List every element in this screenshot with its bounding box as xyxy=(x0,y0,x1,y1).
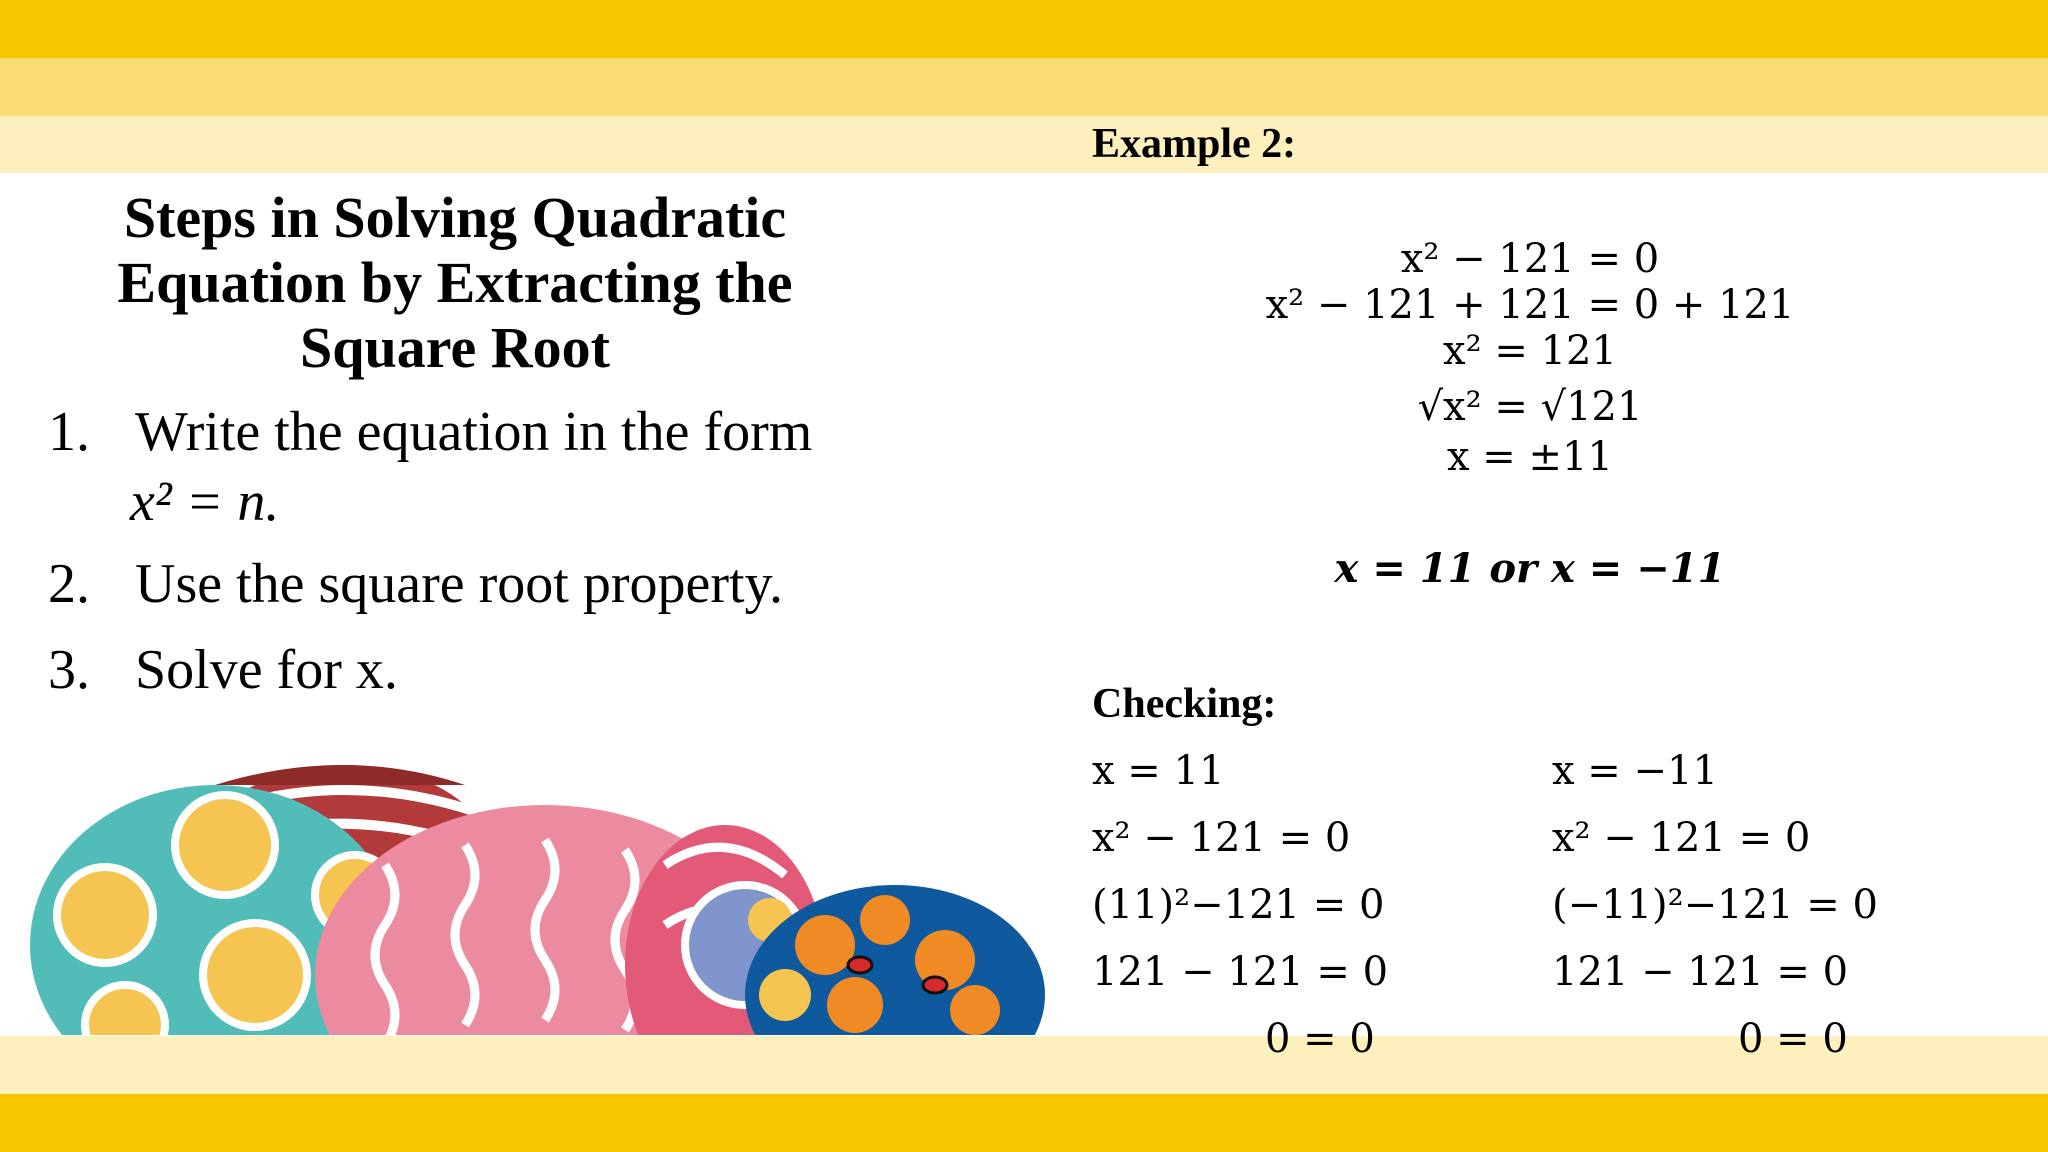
step-3-number: 3. xyxy=(48,639,90,701)
check-right-line-1: x = −11 xyxy=(1552,748,1718,794)
equation-line-3: x² = 121 xyxy=(1443,328,1617,374)
check-left-line-1: x = 11 xyxy=(1092,748,1225,794)
step-2-number: 2. xyxy=(48,553,90,615)
equation-line-5: x = ±11 xyxy=(1447,434,1613,480)
example-title: Example 2: xyxy=(1092,121,1297,167)
checking-title: Checking: xyxy=(1092,681,1277,727)
equation-line-2: x² − 121 + 121 = 0 + 121 xyxy=(1265,282,1795,328)
check-right-line-3: (−11)²−121 = 0 xyxy=(1552,882,1878,928)
step-3-text: Solve for x. xyxy=(135,639,398,701)
steps-title: Steps in Solving Quadratic Equation by Extracting the Square Root xyxy=(117,185,793,380)
easter-eggs-illustration xyxy=(25,745,1050,1035)
bottom-band-dark xyxy=(0,1094,2048,1152)
equation-line-1: x² − 121 = 0 xyxy=(1400,236,1660,282)
check-left-line-5: 0 = 0 xyxy=(1265,1016,1375,1062)
step-1-formula: x² = n. xyxy=(130,471,280,533)
check-right-line-2: x² − 121 = 0 xyxy=(1552,815,1811,861)
step-1-text: Write the equation in the form xyxy=(135,401,813,463)
check-left-line-3: (11)²−121 = 0 xyxy=(1092,882,1385,928)
top-band-light xyxy=(0,116,2048,173)
equation-line-4: √x² = √121 xyxy=(1417,384,1643,430)
step-2-text: Use the square root property. xyxy=(135,553,783,615)
top-band-mid xyxy=(0,58,2048,116)
step-1-number: 1. xyxy=(48,401,90,463)
check-left-line-2: x² − 121 = 0 xyxy=(1092,815,1351,861)
check-right-line-4: 121 − 121 = 0 xyxy=(1552,949,1849,995)
final-answer: x = 11 or x = −11 xyxy=(1334,545,1726,592)
check-left-line-4: 121 − 121 = 0 xyxy=(1092,949,1389,995)
check-right-line-5: 0 = 0 xyxy=(1738,1016,1848,1062)
top-band-dark xyxy=(0,0,2048,58)
